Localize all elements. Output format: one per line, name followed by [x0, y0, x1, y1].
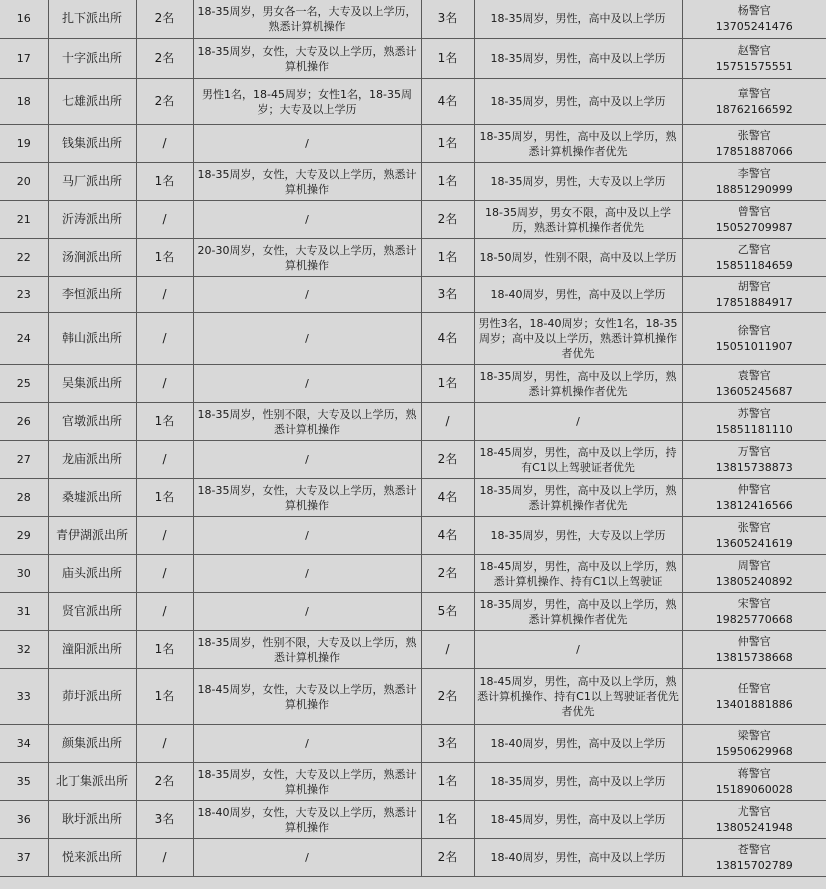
table-row [0, 79, 826, 125]
officer-name: 乙警官 [737, 242, 771, 256]
officer-name: 章警官 [737, 86, 771, 100]
contact-cell [682, 0, 826, 39]
auxiliary-count: / [136, 277, 193, 313]
control-count: 2名 [421, 669, 474, 725]
control-count: 4名 [421, 313, 474, 365]
row-number: 26 [0, 403, 48, 441]
contact-cell [682, 763, 826, 801]
auxiliary-requirement: 18-35周岁，女性，大专及以上学历，熟悉计算机操作 [193, 763, 421, 801]
auxiliary-count: / [136, 125, 193, 163]
auxiliary-requirement: / [193, 555, 421, 593]
control-count: 2名 [421, 839, 474, 877]
row-number: 32 [0, 631, 48, 669]
row-number: 18 [0, 79, 48, 125]
station-name: 龙庙派出所 [48, 441, 136, 479]
control-requirement: 18-45周岁，男性，高中及以上学历，熟悉计算机操作、持有C1以上驾驶证者优先者优先 [474, 669, 682, 725]
table-row [0, 801, 826, 839]
table-row [0, 763, 826, 801]
auxiliary-count: 2名 [136, 39, 193, 79]
auxiliary-count: 3名 [136, 801, 193, 839]
phone-number: 15751575551 [715, 59, 793, 73]
contact-cell [682, 125, 826, 163]
phone-number: 19825770668 [715, 612, 793, 626]
officer-name: 苏警官 [737, 406, 771, 420]
auxiliary-requirement: / [193, 201, 421, 239]
auxiliary-requirement: / [193, 125, 421, 163]
auxiliary-requirement: 男性1名，18-45周岁；女性1名，18-35周岁；大专及以上学历 [193, 79, 421, 125]
control-requirement: 18-35周岁，男性，高中及以上学历 [474, 0, 682, 39]
auxiliary-requirement: / [193, 593, 421, 631]
contact-cell [682, 201, 826, 239]
control-count: 1名 [421, 239, 474, 277]
officer-name: 宋警官 [737, 596, 771, 610]
auxiliary-requirement: / [193, 313, 421, 365]
control-requirement: / [474, 403, 682, 441]
contact-cell [682, 365, 826, 403]
control-requirement: 18-35周岁，男女不限，高中及以上学历，熟悉计算机操作者优先 [474, 201, 682, 239]
auxiliary-count: / [136, 555, 193, 593]
contact-cell [682, 403, 826, 441]
control-count: 3名 [421, 0, 474, 39]
contact-cell [682, 517, 826, 555]
officer-name: 蒋警官 [737, 766, 771, 780]
control-requirement: 18-45周岁，男性，高中及以上学历，熟悉计算机操作、持有C1以上驾驶证 [474, 555, 682, 593]
officer-name: 徐警官 [737, 323, 771, 337]
row-number: 29 [0, 517, 48, 555]
phone-number: 17851884917 [715, 295, 793, 309]
auxiliary-requirement: 18-35周岁，女性，大专及以上学历，熟悉计算机操作 [193, 163, 421, 201]
auxiliary-count: 1名 [136, 239, 193, 277]
control-count: 5名 [421, 593, 474, 631]
phone-number: 15051011907 [715, 339, 793, 353]
phone-number: 18851290999 [715, 182, 793, 196]
control-requirement: 18-45周岁，男性，高中及以上学历，持有C1以上驾驶证者优先 [474, 441, 682, 479]
control-count: / [421, 403, 474, 441]
row-number: 33 [0, 669, 48, 725]
auxiliary-requirement: 18-35周岁，性别不限，大专及以上学历，熟悉计算机操作 [193, 403, 421, 441]
control-count: 1名 [421, 125, 474, 163]
contact-cell [682, 79, 826, 125]
auxiliary-count: 2名 [136, 79, 193, 125]
table-row [0, 403, 826, 441]
auxiliary-count: 1名 [136, 631, 193, 669]
control-requirement: 18-35周岁，男性，高中及以上学历 [474, 79, 682, 125]
station-name: 扎下派出所 [48, 0, 136, 39]
officer-name: 杨警官 [737, 3, 771, 17]
control-count: 2名 [421, 555, 474, 593]
contact-cell [682, 39, 826, 79]
auxiliary-count: 2名 [136, 0, 193, 39]
auxiliary-requirement: / [193, 441, 421, 479]
officer-name: 任警官 [737, 681, 771, 695]
officer-name: 胡警官 [737, 279, 771, 293]
officer-name: 李警官 [737, 166, 771, 180]
auxiliary-requirement: 18-45周岁，女性，大专及以上学历，熟悉计算机操作 [193, 669, 421, 725]
contact-cell [682, 239, 826, 277]
control-count: 1名 [421, 365, 474, 403]
auxiliary-requirement: / [193, 517, 421, 555]
officer-name: 万警官 [737, 444, 771, 458]
officer-name: 尤警官 [737, 804, 771, 818]
row-number: 36 [0, 801, 48, 839]
row-number: 22 [0, 239, 48, 277]
officer-name: 苍警官 [737, 842, 771, 856]
phone-number: 15851184659 [715, 258, 793, 272]
phone-number: 15950629968 [715, 744, 793, 758]
station-name: 韩山派出所 [48, 313, 136, 365]
phone-number: 13815738873 [715, 460, 793, 474]
row-number: 28 [0, 479, 48, 517]
station-name: 青伊湖派出所 [48, 517, 136, 555]
phone-number: 15052709987 [715, 220, 793, 234]
officer-name: 仲警官 [737, 634, 771, 648]
officer-name: 张警官 [737, 128, 771, 142]
auxiliary-count: 1名 [136, 479, 193, 517]
station-name: 沂涛派出所 [48, 201, 136, 239]
row-number: 16 [0, 0, 48, 39]
auxiliary-requirement: 18-35周岁，女性，大专及以上学历，熟悉计算机操作 [193, 39, 421, 79]
table-row [0, 839, 826, 877]
control-count: 1名 [421, 763, 474, 801]
phone-number: 13705241476 [715, 19, 793, 33]
table-row [0, 669, 826, 725]
control-requirement: 18-35周岁，男性，高中及以上学历 [474, 763, 682, 801]
auxiliary-requirement: 18-35周岁，性别不限，大专及以上学历，熟悉计算机操作 [193, 631, 421, 669]
station-name: 耿圩派出所 [48, 801, 136, 839]
phone-number: 13605241619 [715, 536, 793, 550]
table-row [0, 517, 826, 555]
contact-cell [682, 479, 826, 517]
auxiliary-requirement: / [193, 365, 421, 403]
phone-number: 13815738668 [715, 650, 793, 664]
station-name: 贤官派出所 [48, 593, 136, 631]
station-name: 七雄派出所 [48, 79, 136, 125]
contact-cell [682, 631, 826, 669]
table-row [0, 725, 826, 763]
auxiliary-requirement: 18-40周岁，女性，大专及以上学历，熟悉计算机操作 [193, 801, 421, 839]
table-row [0, 631, 826, 669]
auxiliary-count: / [136, 365, 193, 403]
control-requirement: 18-35周岁，男性，高中及以上学历，熟悉计算机操作者优先 [474, 593, 682, 631]
auxiliary-count: / [136, 517, 193, 555]
control-requirement: 18-35周岁，男性，大专及以上学历 [474, 517, 682, 555]
row-number: 37 [0, 839, 48, 877]
auxiliary-requirement: / [193, 725, 421, 763]
row-number: 21 [0, 201, 48, 239]
contact-cell [682, 593, 826, 631]
control-requirement: 18-35周岁，男性，大专及以上学历 [474, 163, 682, 201]
auxiliary-requirement: 18-35周岁，男女各一名，大专及以上学历，熟悉计算机操作 [193, 0, 421, 39]
row-number: 35 [0, 763, 48, 801]
officer-name: 曾警官 [737, 204, 771, 218]
table-row [0, 365, 826, 403]
station-name: 颜集派出所 [48, 725, 136, 763]
table-row [0, 239, 826, 277]
auxiliary-requirement: 18-35周岁，女性，大专及以上学历，熟悉计算机操作 [193, 479, 421, 517]
control-count: 3名 [421, 725, 474, 763]
table-row [0, 39, 826, 79]
table-row [0, 125, 826, 163]
station-name: 北丁集派出所 [48, 763, 136, 801]
contact-cell [682, 441, 826, 479]
contact-cell [682, 839, 826, 877]
auxiliary-count: / [136, 839, 193, 877]
phone-number: 13815702789 [715, 858, 793, 872]
officer-name: 赵警官 [737, 43, 771, 57]
control-count: 4名 [421, 79, 474, 125]
auxiliary-count: / [136, 593, 193, 631]
officer-name: 袁警官 [737, 368, 771, 382]
row-number: 23 [0, 277, 48, 313]
station-name: 庙头派出所 [48, 555, 136, 593]
contact-cell [682, 277, 826, 313]
officer-name: 梁警官 [737, 728, 771, 742]
station-name: 潼阳派出所 [48, 631, 136, 669]
control-count: 1名 [421, 163, 474, 201]
auxiliary-count: 2名 [136, 763, 193, 801]
phone-number: 18762166592 [715, 102, 793, 116]
control-count: 1名 [421, 801, 474, 839]
control-requirement: / [474, 631, 682, 669]
control-requirement: 18-35周岁，男性，高中及以上学历，熟悉计算机操作者优先 [474, 125, 682, 163]
phone-number: 13605245687 [715, 384, 793, 398]
table-row [0, 277, 826, 313]
phone-number: 15851181110 [715, 422, 793, 436]
row-number: 25 [0, 365, 48, 403]
contact-cell [682, 555, 826, 593]
auxiliary-count: / [136, 725, 193, 763]
station-name: 汤涧派出所 [48, 239, 136, 277]
row-number: 27 [0, 441, 48, 479]
row-number: 17 [0, 39, 48, 79]
contact-cell [682, 725, 826, 763]
control-requirement: 男性3名，18-40周岁；女性1名，18-35周岁；高中及以上学历，熟悉计算机操作者优先 [474, 313, 682, 365]
control-count: 3名 [421, 277, 474, 313]
phone-number: 17851887066 [715, 144, 793, 158]
control-count: 4名 [421, 479, 474, 517]
control-requirement: 18-35周岁，男性，高中及以上学历 [474, 39, 682, 79]
auxiliary-count: 1名 [136, 403, 193, 441]
row-number: 19 [0, 125, 48, 163]
control-requirement: 18-35周岁，男性，高中及以上学历，熟悉计算机操作者优先 [474, 479, 682, 517]
auxiliary-count: 1名 [136, 163, 193, 201]
table-row [0, 313, 826, 365]
control-requirement: 18-40周岁，男性，高中及以上学历 [474, 277, 682, 313]
table-row [0, 555, 826, 593]
table-row [0, 163, 826, 201]
auxiliary-requirement: 20-30周岁，女性，大专及以上学历，熟悉计算机操作 [193, 239, 421, 277]
station-name: 吴集派出所 [48, 365, 136, 403]
station-name: 官墩派出所 [48, 403, 136, 441]
phone-number: 13812416566 [715, 498, 793, 512]
phone-number: 13805240892 [715, 574, 793, 588]
auxiliary-requirement: / [193, 277, 421, 313]
row-number: 24 [0, 313, 48, 365]
table-row [0, 479, 826, 517]
phone-number: 15189060028 [715, 782, 793, 796]
auxiliary-requirement: / [193, 839, 421, 877]
officer-name: 周警官 [737, 558, 771, 572]
row-number: 20 [0, 163, 48, 201]
control-requirement: 18-50周岁，性别不限，高中及以上学历 [474, 239, 682, 277]
control-requirement: 18-35周岁，男性，高中及以上学历，熟悉计算机操作者优先 [474, 365, 682, 403]
officer-name: 张警官 [737, 520, 771, 534]
contact-cell [682, 163, 826, 201]
auxiliary-count: 1名 [136, 669, 193, 725]
officer-name: 仲警官 [737, 482, 771, 496]
row-number: 34 [0, 725, 48, 763]
control-count: 1名 [421, 39, 474, 79]
station-name: 十字派出所 [48, 39, 136, 79]
control-requirement: 18-45周岁，男性，高中及以上学历 [474, 801, 682, 839]
phone-number: 13805241948 [715, 820, 793, 834]
station-name: 李恒派出所 [48, 277, 136, 313]
auxiliary-count: / [136, 313, 193, 365]
table-row [0, 201, 826, 239]
contact-cell [682, 313, 826, 365]
row-number: 30 [0, 555, 48, 593]
control-count: / [421, 631, 474, 669]
station-name: 马厂派出所 [48, 163, 136, 201]
row-number: 31 [0, 593, 48, 631]
table-row [0, 441, 826, 479]
station-name: 钱集派出所 [48, 125, 136, 163]
control-count: 2名 [421, 201, 474, 239]
table-row [0, 0, 826, 39]
phone-number: 13401881886 [715, 697, 793, 711]
station-name: 桑墟派出所 [48, 479, 136, 517]
contact-cell [682, 669, 826, 725]
station-name: 茆圩派出所 [48, 669, 136, 725]
control-requirement: 18-40周岁，男性，高中及以上学历 [474, 725, 682, 763]
control-count: 4名 [421, 517, 474, 555]
station-name: 悦来派出所 [48, 839, 136, 877]
table-row [0, 593, 826, 631]
auxiliary-count: / [136, 201, 193, 239]
contact-cell [682, 801, 826, 839]
control-count: 2名 [421, 441, 474, 479]
control-requirement: 18-40周岁，男性，高中及以上学历 [474, 839, 682, 877]
auxiliary-count: / [136, 441, 193, 479]
